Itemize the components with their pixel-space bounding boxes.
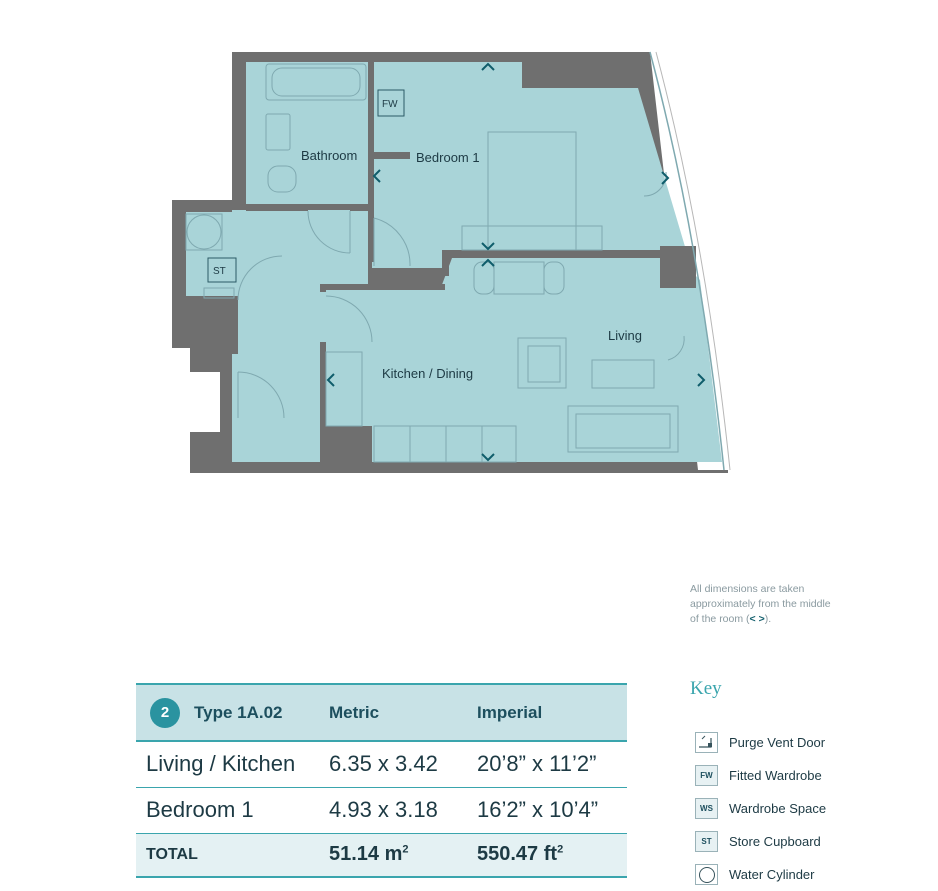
key-item: Water Cylinder — [695, 858, 826, 891]
room-metric: 4.93 x 3.18 — [329, 797, 438, 822]
room-name: Bedroom 1 — [146, 797, 254, 822]
room-label-bedroom: Bedroom 1 — [416, 150, 480, 165]
dimension-arrow-glyphs: < > — [749, 613, 765, 625]
store-fill — [186, 212, 238, 296]
key-item: FW Fitted Wardrobe — [695, 759, 826, 792]
store-cupboard-icon: ST — [695, 831, 718, 852]
tag-store-cupboard: ST — [213, 266, 226, 277]
total-imperial: 550.47 $ft^2$ — [477, 843, 564, 866]
bedroom-fill — [372, 62, 686, 270]
water-cylinder-icon — [695, 864, 718, 885]
room-imperial: 16’2” x 10’4” — [477, 797, 599, 822]
key-list — [695, 726, 826, 891]
tag-fitted-wardrobe: FW — [382, 99, 398, 110]
key-item: ST Store Cupboard — [695, 825, 826, 858]
metric-header: Metric — [329, 702, 380, 722]
total-metric: 51.14 $m^2$ — [329, 843, 409, 866]
key-title: Key — [690, 678, 722, 699]
room-metric: 6.35 x 3.42 — [329, 751, 438, 777]
room-imperial: 20’8” x 11’2” — [477, 751, 597, 777]
unit-type: Type 1A.02 — [194, 702, 283, 722]
key-item: Purge Vent Door — [695, 726, 826, 759]
unit-badge: 2 — [150, 698, 180, 728]
total-label: TOTAL — [146, 845, 198, 863]
room-label-kitchen-dining: Kitchen / Dining — [382, 366, 474, 381]
total-row — [136, 833, 627, 877]
wardrobe-space-icon: WS — [695, 798, 718, 819]
table-row — [136, 741, 627, 787]
key-item: WS Wardrobe Space — [695, 792, 826, 825]
dimensions-note: All dimensions are taken approximately from the middle of the room (< >). — [690, 583, 831, 625]
table-header — [136, 684, 627, 741]
room-label-living: Living — [608, 328, 642, 343]
bathroom-fill — [246, 62, 368, 204]
fitted-wardrobe-icon: FW — [695, 765, 718, 786]
table-row — [136, 787, 627, 833]
imperial-header: Imperial — [477, 702, 543, 722]
room-dimensions-table — [136, 683, 627, 878]
purge-vent-door-icon — [695, 732, 718, 753]
room-label-bathroom: Bathroom — [301, 148, 358, 163]
room-name: Living / Kitchen — [146, 751, 296, 777]
